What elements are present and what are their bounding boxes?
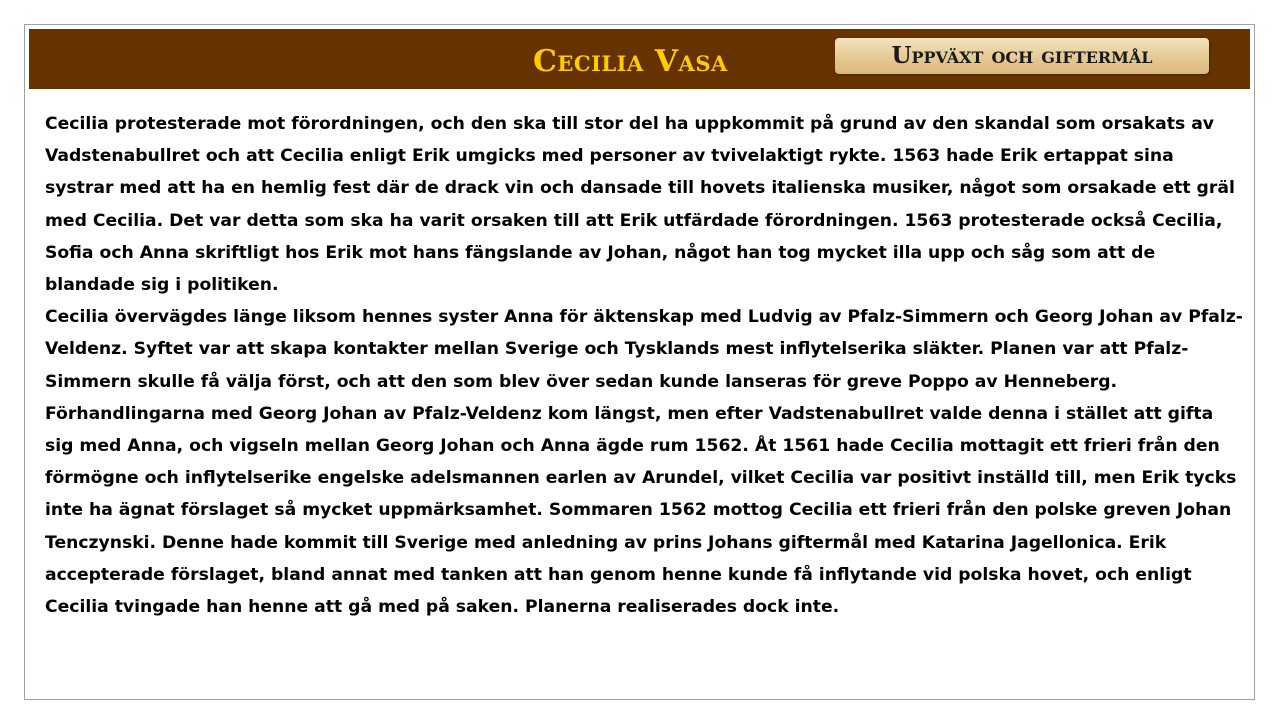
slide-title: Cecilia Vasa — [533, 44, 728, 79]
section-label-tab: Uppväxt och giftermål — [835, 38, 1209, 74]
slide — [24, 24, 1255, 700]
paragraph-1: Cecilia protesterade mot förordningen, och den ska till stor del ha uppkommit på grund av den skandal som orsakats av Vadstenabullret och att Cecilia enligt Erik umgicks med personer av tvivelaktigt rykte. 1563 hade Erik ertappat sina systrar med att ha en hemlig fest där de drack vin och dansade till hovets italienska musiker, något som orsakade ett gräl med Cecilia. Det var detta som ska ha varit orsaken till att Erik utfärdade förordningen. 1563 protesterade också Cecilia, Sofia och Anna skriftligt hos Erik mot hans fängslande av Johan, något han tog mycket illa upp och såg som att de blandade sig i politiken. — [45, 114, 1235, 296]
header-bar — [29, 29, 1250, 89]
body-text — [45, 108, 1243, 623]
paragraph-2: Cecilia övervägdes länge liksom hennes syster Anna för äktenskap med Ludvig av Pfalz-Simmern och Georg Johan av Pfalz-Veldenz. Syftet var att skapa kontakter mellan Sverige och Tysklands mest inflytelserika släkter. Planen var att Pfalz-Simmern skulle få välja först, och att den som blev över sedan kunde lanseras för greve Poppo av Henneberg. Förhandlingarna med Georg Johan av Pfalz-Veldenz kom längst, men efter Vadstenabullret valde denna i stället att gifta sig med Anna, och vigseln mellan Georg Johan och Anna ägde rum 1562. Åt 1561 hade Cecilia mottagit ett frieri från den förmögne och inflytelserike engelske adelsmannen earlen av Arundel, vilket Cecilia var positivt inställd till, men Erik tycks inte ha ägnat förslaget så mycket uppmärksamhet. Sommaren 1562 mottog Cecilia ett frieri från den polske greven Johan Tenczynski. Denne hade kommit till Sverige med anledning av prins Johans giftermål med Katarina Jagellonica. Erik accepterade förslaget, bland annat med tanken att han genom henne kunde få inflytande vid polska hovet, och enligt Cecilia tvingade han henne att gå med på saken. Planerna realiserades dock inte. — [45, 307, 1243, 618]
